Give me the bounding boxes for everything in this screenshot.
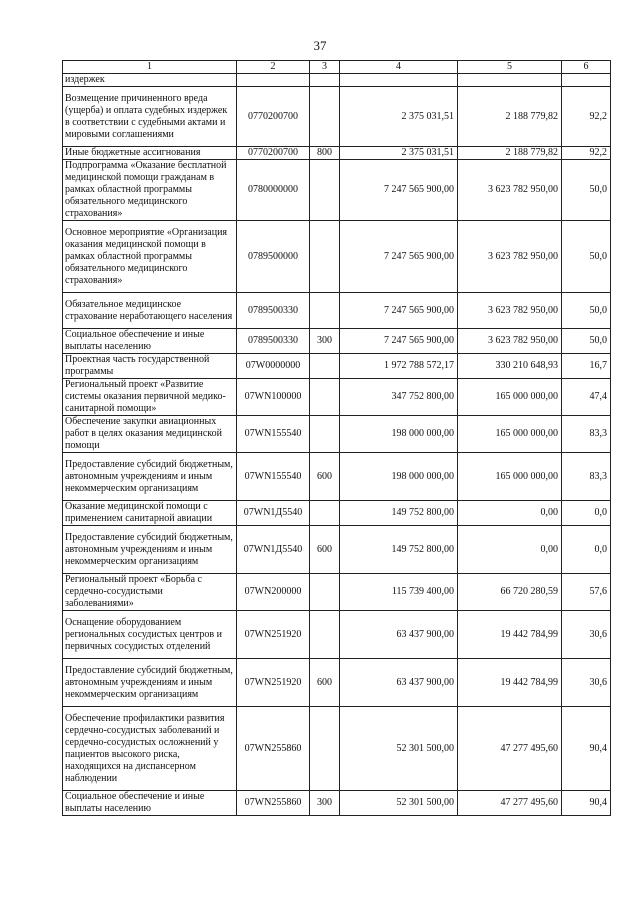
row-name-cell: Социальное обеспечение и иные выплаты населению (63, 329, 237, 354)
row-fact-cell: 3 623 782 950,00 (458, 221, 562, 293)
row-name-cell: Обеспечение закупки авиационных работ в целях оказания медицинской помощи (63, 416, 237, 453)
row-name-cell: Предоставление субсидий бюджетным, автономным учреждениям и иным некоммерческим организациям (63, 453, 237, 501)
row-percent-cell: 83,3 (562, 416, 611, 453)
column-header: 4 (340, 61, 458, 74)
row-plan-cell: 2 375 031,51 (340, 87, 458, 147)
row-name-cell: Региональный проект «Борьба с сердечно-сосудистыми заболеваниями» (63, 574, 237, 611)
column-header: 6 (562, 61, 611, 74)
row-code-cell: 0780000000 (237, 160, 310, 221)
row-percent-cell: 30,6 (562, 611, 611, 659)
row-plan-cell: 7 247 565 900,00 (340, 329, 458, 354)
row-code-cell: 07WN251920 (237, 611, 310, 659)
row-percent-cell: 50,0 (562, 329, 611, 354)
row-plan-cell: 7 247 565 900,00 (340, 293, 458, 329)
row-plan-cell: 198 000 000,00 (340, 416, 458, 453)
row-fact-cell: 165 000 000,00 (458, 453, 562, 501)
row-percent-cell: 83,3 (562, 453, 611, 501)
column-header: 5 (458, 61, 562, 74)
table-row (63, 160, 611, 221)
row-code-cell: 0789500000 (237, 221, 310, 293)
row-plan-cell: 63 437 900,00 (340, 659, 458, 707)
row-vr-cell (310, 354, 340, 379)
row-plan-cell: 2 375 031,51 (340, 147, 458, 160)
row-code-cell: 0789500330 (237, 293, 310, 329)
row-code-cell: 07WN1Д5540 (237, 526, 310, 574)
row-fact-cell: 330 210 648,93 (458, 354, 562, 379)
row-name-cell: Основное мероприятие «Организация оказания медицинской помощи в рамках областной программы обязательного медицинского страхования» (63, 221, 237, 293)
row-code-cell: 07WN155540 (237, 453, 310, 501)
row-vr-cell (310, 416, 340, 453)
row-name-cell: Иные бюджетные ассигнования (63, 147, 237, 160)
row-percent-cell: 50,0 (562, 293, 611, 329)
row-percent-cell (562, 74, 611, 87)
row-name-cell: Подпрограмма «Оказание бесплатной медицинской помощи гражданам в рамках областной программы обязательного медицинского страхования» (63, 160, 237, 221)
row-name-cell: Проектная часть государственной программы (63, 354, 237, 379)
row-fact-cell: 165 000 000,00 (458, 416, 562, 453)
row-percent-cell: 50,0 (562, 221, 611, 293)
row-vr-cell (310, 74, 340, 87)
row-name-cell: Оснащение оборудованием региональных сосудистых центров и первичных сосудистых отделений (63, 611, 237, 659)
row-fact-cell: 3 623 782 950,00 (458, 293, 562, 329)
table-header-row (63, 61, 611, 74)
table-row (63, 147, 611, 160)
row-code-cell: 07WN155540 (237, 416, 310, 453)
row-fact-cell: 19 442 784,99 (458, 659, 562, 707)
row-percent-cell: 30,6 (562, 659, 611, 707)
row-vr-cell (310, 160, 340, 221)
table-row (63, 526, 611, 574)
table-row (63, 574, 611, 611)
row-name-cell: Оказание медицинской помощи с применением санитарной авиации (63, 501, 237, 526)
row-fact-cell: 66 720 280,59 (458, 574, 562, 611)
row-fact-cell: 0,00 (458, 501, 562, 526)
row-code-cell: 0770200700 (237, 87, 310, 147)
table-row (63, 659, 611, 707)
table-row (63, 453, 611, 501)
table-row (63, 329, 611, 354)
page-number: 37 (313, 38, 327, 53)
row-fact-cell (458, 74, 562, 87)
row-name-cell: Обеспечение профилактики развития сердечно-сосудистых заболеваний и сердечно-сосудистых осложнений у пациентов высокого риска, находящихся на диспансерном наблюдении (63, 707, 237, 791)
row-code-cell: 07WN200000 (237, 574, 310, 611)
row-name-cell: Обязательное медицинское страхование неработающего населения (63, 293, 237, 329)
row-fact-cell: 3 623 782 950,00 (458, 329, 562, 354)
row-name-cell: Предоставление субсидий бюджетным, автономным учреждениям и иным некоммерческим организациям (63, 659, 237, 707)
row-code-cell: 07WN255860 (237, 791, 310, 816)
row-vr-cell (310, 574, 340, 611)
row-plan-cell: 198 000 000,00 (340, 453, 458, 501)
row-percent-cell: 16,7 (562, 354, 611, 379)
row-code-cell: 07WN255860 (237, 707, 310, 791)
row-vr-cell: 600 (310, 526, 340, 574)
row-percent-cell: 90,4 (562, 707, 611, 791)
row-vr-cell: 800 (310, 147, 340, 160)
row-vr-cell: 600 (310, 453, 340, 501)
row-plan-cell: 63 437 900,00 (340, 611, 458, 659)
table-row (63, 707, 611, 791)
table-row (63, 501, 611, 526)
row-percent-cell: 92,2 (562, 87, 611, 147)
row-fact-cell: 165 000 000,00 (458, 379, 562, 416)
row-percent-cell: 0,0 (562, 526, 611, 574)
table-row (63, 354, 611, 379)
row-plan-cell: 1 972 788 572,17 (340, 354, 458, 379)
table-row (63, 221, 611, 293)
row-vr-cell (310, 221, 340, 293)
table-row (63, 87, 611, 147)
row-code-cell: 07WN1Д5540 (237, 501, 310, 526)
row-plan-cell: 7 247 565 900,00 (340, 160, 458, 221)
table-row (63, 379, 611, 416)
column-header: 2 (237, 61, 310, 74)
row-code-cell: 07WN251920 (237, 659, 310, 707)
row-vr-cell (310, 611, 340, 659)
row-vr-cell (310, 379, 340, 416)
row-percent-cell: 50,0 (562, 160, 611, 221)
row-fact-cell: 19 442 784,99 (458, 611, 562, 659)
table-row (63, 611, 611, 659)
row-fact-cell: 3 623 782 950,00 (458, 160, 562, 221)
row-code-cell: 07WN100000 (237, 379, 310, 416)
row-vr-cell (310, 707, 340, 791)
table-row (63, 416, 611, 453)
row-fact-cell: 2 188 779,82 (458, 147, 562, 160)
row-plan-cell: 115 739 400,00 (340, 574, 458, 611)
row-code-cell: 07W0000000 (237, 354, 310, 379)
row-name-cell: издержек (63, 74, 237, 87)
row-plan-cell: 149 752 800,00 (340, 526, 458, 574)
row-fact-cell: 47 277 495,60 (458, 791, 562, 816)
row-vr-cell (310, 87, 340, 147)
row-percent-cell: 57,6 (562, 574, 611, 611)
row-plan-cell (340, 74, 458, 87)
row-vr-cell (310, 293, 340, 329)
row-percent-cell: 47,4 (562, 379, 611, 416)
row-code-cell (237, 74, 310, 87)
row-name-cell: Социальное обеспечение и иные выплаты населению (63, 791, 237, 816)
row-percent-cell: 0,0 (562, 501, 611, 526)
row-name-cell: Возмещение причиненного вреда (ущерба) и оплата судебных издержек в соответствии с судебными актами и мировыми соглашениями (63, 87, 237, 147)
row-vr-cell: 600 (310, 659, 340, 707)
row-vr-cell (310, 501, 340, 526)
row-fact-cell: 0,00 (458, 526, 562, 574)
row-percent-cell: 90,4 (562, 791, 611, 816)
row-fact-cell: 2 188 779,82 (458, 87, 562, 147)
table-row (63, 791, 611, 816)
row-vr-cell: 300 (310, 791, 340, 816)
row-vr-cell: 300 (310, 329, 340, 354)
row-plan-cell: 347 752 800,00 (340, 379, 458, 416)
row-name-cell: Предоставление субсидий бюджетным, автономным учреждениям и иным некоммерческим организациям (63, 526, 237, 574)
budget-table (62, 60, 611, 816)
table-row (63, 74, 611, 87)
row-percent-cell: 92,2 (562, 147, 611, 160)
row-plan-cell: 52 301 500,00 (340, 707, 458, 791)
column-header: 3 (310, 61, 340, 74)
row-fact-cell: 47 277 495,60 (458, 707, 562, 791)
column-header: 1 (63, 61, 237, 74)
row-name-cell: Региональный проект «Развитие системы оказания первичной медико-санитарной помощи» (63, 379, 237, 416)
table-row (63, 293, 611, 329)
row-code-cell: 0789500330 (237, 329, 310, 354)
row-plan-cell: 149 752 800,00 (340, 501, 458, 526)
row-plan-cell: 52 301 500,00 (340, 791, 458, 816)
row-code-cell: 0770200700 (237, 147, 310, 160)
row-plan-cell: 7 247 565 900,00 (340, 221, 458, 293)
